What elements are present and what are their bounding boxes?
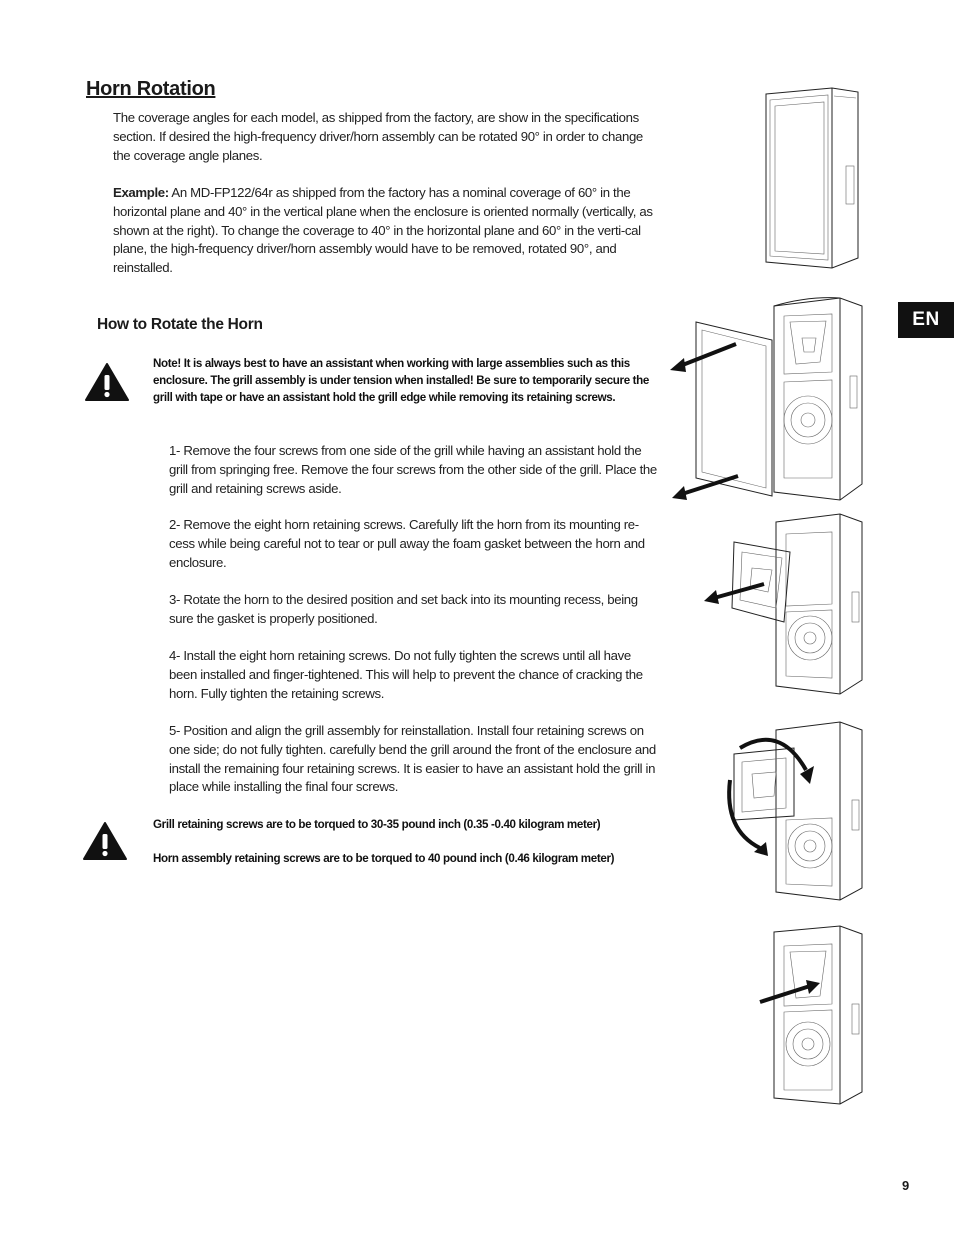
example-text: An MD-FP122/64r as shipped from the factory has a nominal coverage of 60° in the horizontal plane and 40° in the vertical plane when the enclosure is oriented normally (vertically, as shown at the right). To change the coverage to 40° in the horizontal plane and 60° in the verti-cal plane, the high-frequency driver/horn assembly would have to be removed, rotated 90°, and reinstalled. <box>113 185 653 276</box>
language-tab: EN <box>898 302 954 338</box>
grill-removal-illustration <box>668 292 864 504</box>
torque-grill-note: Grill retaining screws are to be torqued to 30-35 pound inch (0.35 -0.40 kilogram meter) <box>153 818 601 831</box>
warning-triangle-icon <box>82 821 128 861</box>
step-4: 4- Install the eight horn retaining screws. Do not fully tighten the screws until all have been installed and finger-tightened. This will help to prevent the chance of cracking the horn. Fully tighten the retaining screws. <box>169 648 643 701</box>
speaker-with-grill-illustration <box>760 86 864 272</box>
page-number: 9 <box>902 1178 910 1193</box>
step-3: 3- Rotate the horn to the desired position and set back into its mounting recess, being sure the gasket is properly positioned. <box>169 592 638 626</box>
torque-horn-note: Horn assembly retaining screws are to be torqued to 40 pound inch (0.46 kilogram meter) <box>153 852 615 865</box>
intro-paragraph: The coverage angles for each model, as shipped from the factory, are show in the specifications section. If desired the high-frequency driver/horn assembly can be rotated 90° in order to change the coverage angle planes. <box>113 110 643 163</box>
example-label: Example: <box>113 185 169 200</box>
section-title: Horn Rotation <box>86 78 216 100</box>
step-5: 5- Position and align the grill assembly for reinstallation. Install four retaining screws on one side; do not fully tighten. carefully bend the grill around the front of the enclosure and install the remaining four retaining screws. It is easier to have an assistant hold the grill in place while installing the final four screws. <box>169 723 656 795</box>
example-paragraph <box>113 184 661 278</box>
horn-reinstall-illustration <box>756 924 864 1106</box>
step-1: 1- Remove the four screws from one side of the grill while having an assistant hold the grill from springing free. Remove the four screws from the other side of the grill. Place the grill and retaining screws aside. <box>169 443 657 496</box>
step-2: 2- Remove the eight horn retaining screws. Carefully lift the horn from its mounting re-cess while being careful not to tear or pull away the foam gasket between the horn and enclosure. <box>169 517 645 570</box>
horn-removal-illustration <box>702 512 864 698</box>
warning-triangle-icon <box>84 362 130 402</box>
howto-title: How to Rotate the Horn <box>97 316 263 333</box>
horn-rotation-illustration <box>722 720 864 904</box>
assistant-note: Note! It is always best to have an assistant when working with large assemblies such as this enclosure. The grill assembly is under tension when installed! Be sure to temporarily secure the grill with tape or have an assistant hold the grill edge while removing its retaining screws. <box>153 357 649 404</box>
